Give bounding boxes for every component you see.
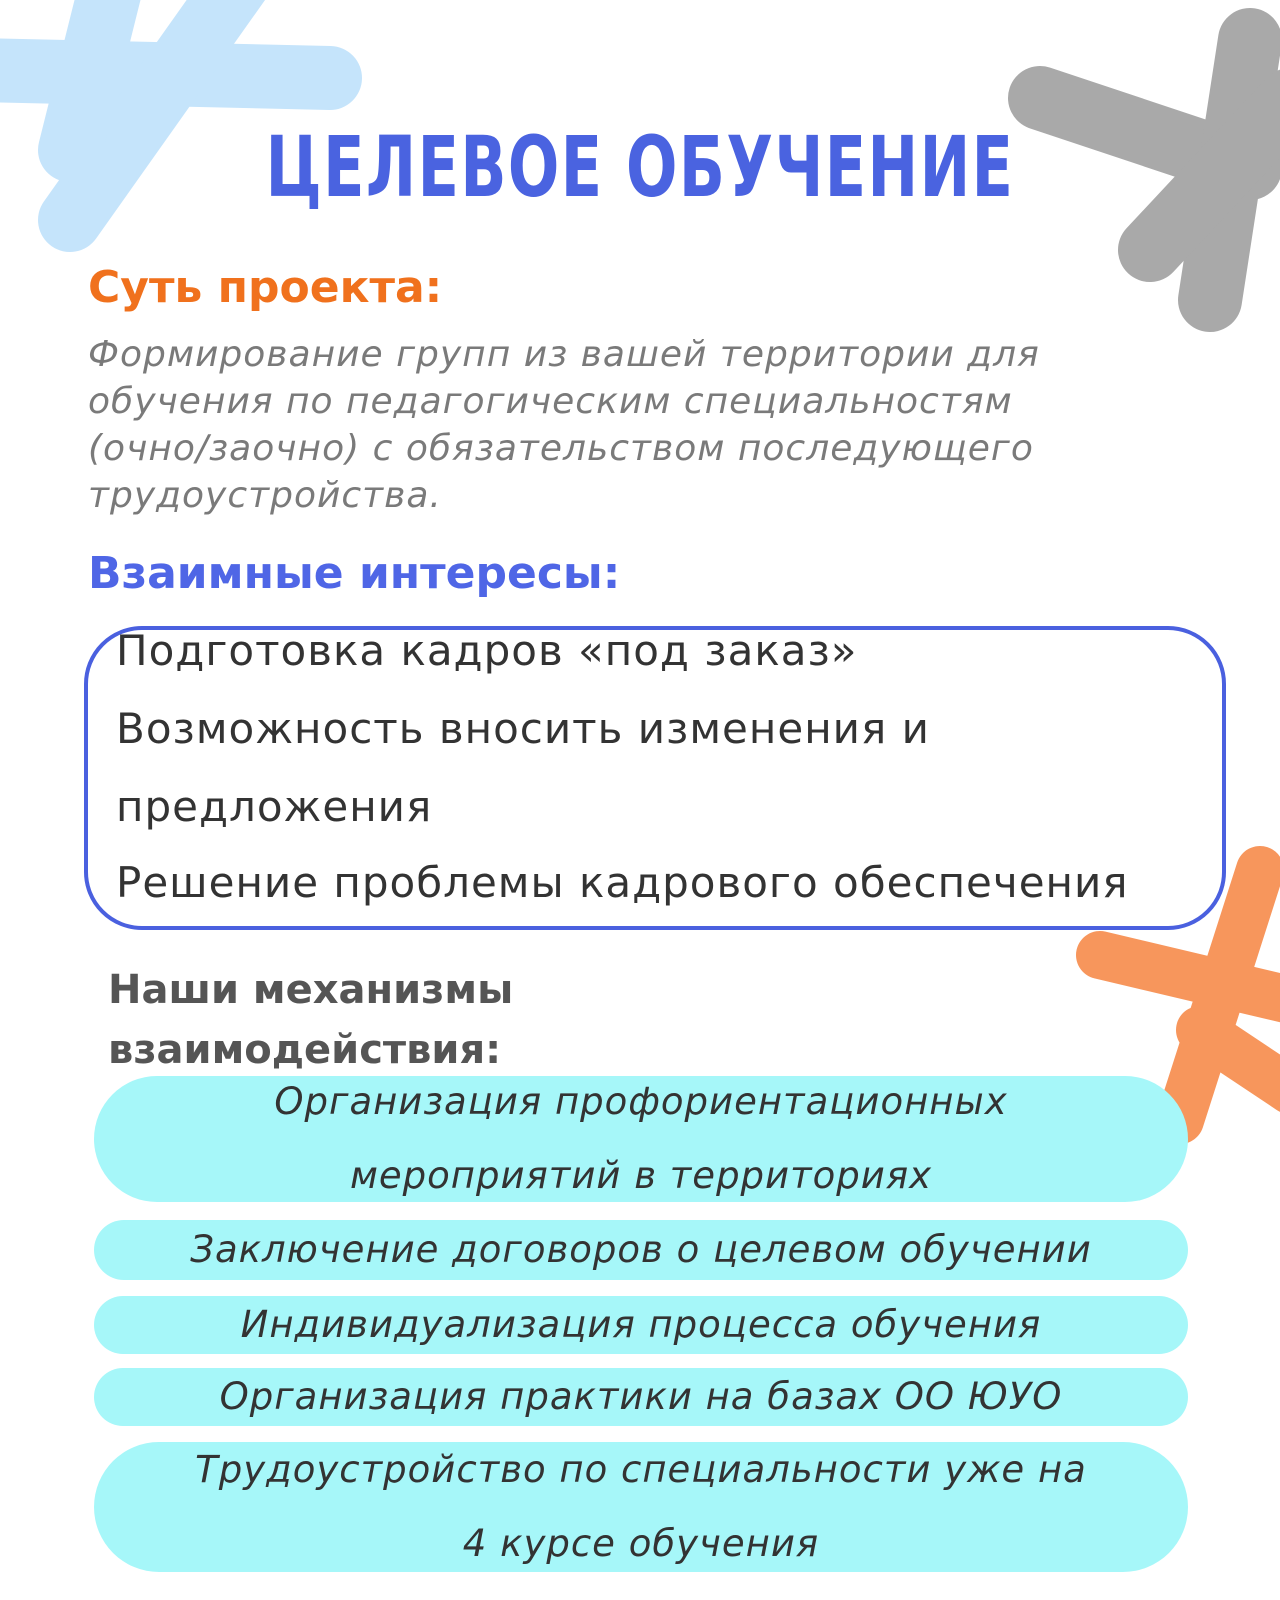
essence-line: Формирование групп из вашей территории для	[88, 334, 1040, 375]
mechanism-text: Индивидуализация процесса обучения	[240, 1303, 1042, 1346]
essence-description	[88, 331, 1208, 519]
mechanisms-heading-line: Наши механизмы	[108, 967, 514, 1013]
mechanism-text: Трудоустройство по специальности уже на	[195, 1448, 1087, 1491]
mechanism-pill	[94, 1368, 1188, 1426]
interest-item: Возможность вносить изменения и	[116, 704, 930, 753]
interests-heading: Взаимные интересы:	[88, 548, 621, 599]
mechanism-text: 4 курсе обучения	[462, 1522, 820, 1565]
interest-item: предложения	[116, 782, 433, 831]
page-title: ЦЕЛЕВОЕ ОБУЧЕНИЕ	[265, 118, 1015, 216]
mechanism-text: мероприятий в территориях	[350, 1154, 932, 1197]
essence-line: обучения по педагогическим специальностям	[88, 381, 1013, 422]
mechanism-pill	[94, 1442, 1188, 1572]
mechanism-text: Заключение договоров о целевом обучении	[190, 1228, 1092, 1271]
essence-line: трудоустройства.	[88, 475, 442, 516]
mechanism-pill	[94, 1220, 1188, 1280]
mechanism-pill	[94, 1076, 1188, 1202]
mechanism-pill	[94, 1296, 1188, 1354]
mechanisms-heading	[108, 960, 513, 1080]
mechanism-text: Организация практики на базах ОО ЮУО	[219, 1375, 1063, 1418]
mechanism-text: Организация профориентационных	[274, 1080, 1008, 1123]
interest-item: Решение проблемы кадрового обеспечения	[116, 858, 1129, 907]
essence-line: (очно/заочно) с обязательством последующего	[88, 428, 1034, 469]
mechanisms-heading-line: взаимодействия:	[108, 1027, 502, 1073]
interest-item: Подготовка кадров «под заказ»	[116, 626, 858, 675]
essence-heading: Суть проекта:	[88, 262, 443, 313]
